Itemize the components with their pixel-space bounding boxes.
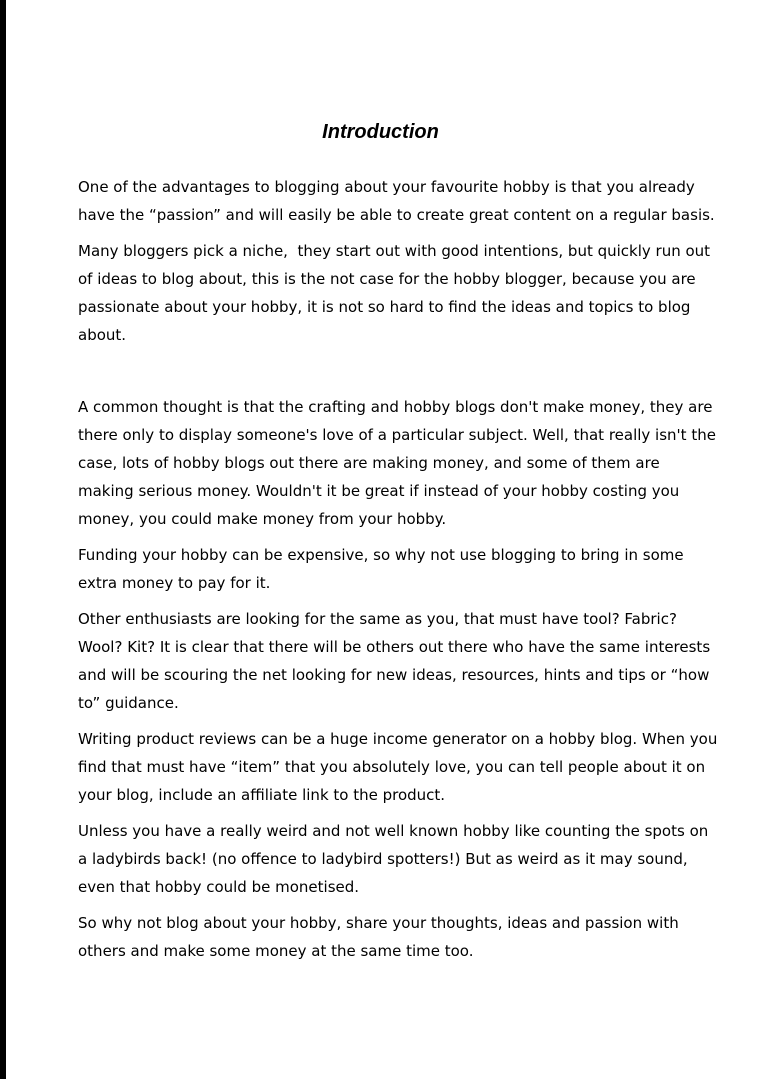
paragraph-8: So why not blog about your hobby, share your thoughts, ideas and passion with others and make some money at the same time too.	[78, 914, 684, 960]
paragraph-3: A common thought is that the crafting and hobby blogs don't make money, they are there only to display someone's love of a particular subject. Well, that really isn't the case, lots of hobby blogs out there are making money, and some of them are making serious money. Wouldn't it be great if instead of your hobby costing you money, you could make money from your hobby.	[78, 398, 721, 528]
document-body	[78, 173, 723, 973]
paragraph-1: One of the advantages to blogging about your favourite hobby is that you already have the “passion” and will easily be able to create great content on a regular basis.	[78, 178, 715, 224]
paragraph-6: Writing product reviews can be a huge income generator on a hobby blog. When you find that must have “item” that you absolutely love, you can tell people about it on your blog, include an affiliate link to the product.	[78, 730, 723, 804]
page-title: Introduction	[322, 121, 439, 143]
paragraph-4: Funding your hobby can be expensive, so why not use blogging to bring in some extra money to pay for it.	[78, 546, 689, 592]
paragraph-7: Unless you have a really weird and not well known hobby like counting the spots on a ladybirds back! (no offence to ladybird spotters!) But as weird as it may sound, even that hobby could be monetised.	[78, 822, 714, 896]
document-page	[6, 0, 761, 1079]
paragraph-2: Many bloggers pick a niche, they start out with good intentions, but quickly run out of ideas to blog about, this is the not case for the hobby blogger, because you are passionate about your hobby, it is not so hard to find the ideas and topics to blog about.	[78, 242, 715, 344]
paragraph-5: Other enthusiasts are looking for the same as you, that must have tool? Fabric? Wool? Kit? It is clear that there will be others out there who have the same interests and will be scouring the net looking for new ideas, resources, hints and tips or “how to” guidance.	[78, 610, 715, 712]
